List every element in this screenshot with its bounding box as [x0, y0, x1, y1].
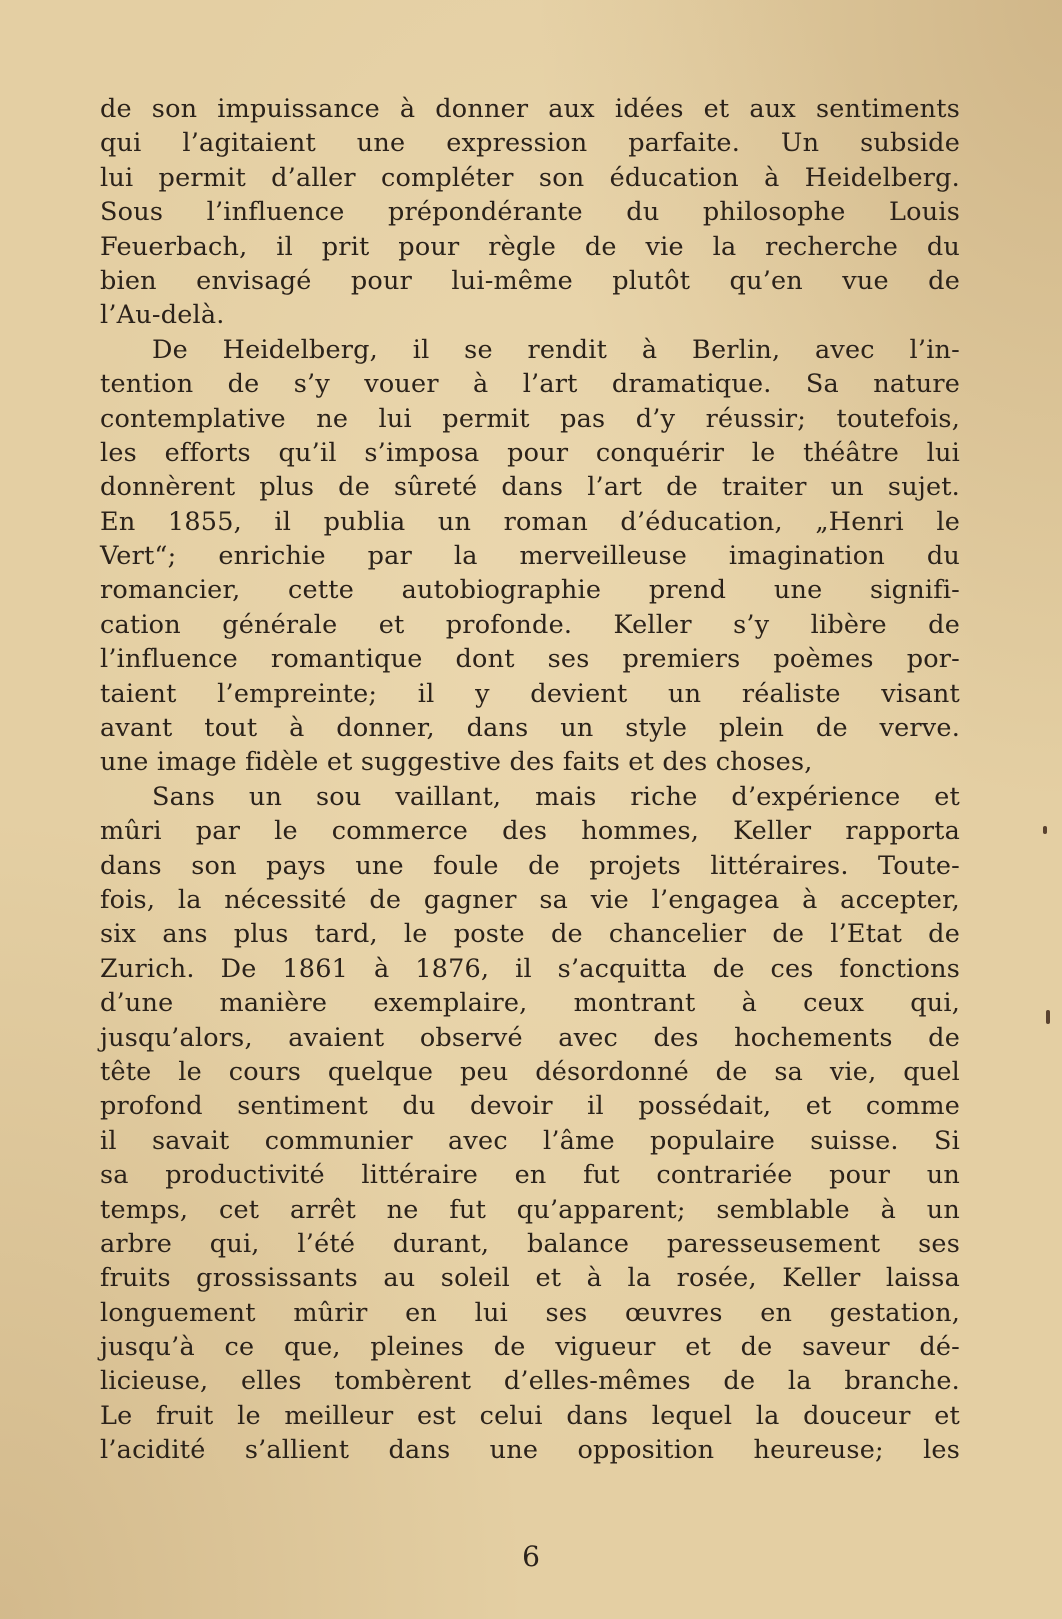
- text-line: longuement mûrir en lui ses œuvres en gestation,: [100, 1297, 960, 1328]
- body-text: [100, 92, 960, 1468]
- text-line: jusqu’à ce que, pleines de vigueur et de saveur dé-: [100, 1332, 960, 1363]
- text-line: fois, la nécessité de gagner sa vie l’engagea à accepter,: [100, 884, 960, 915]
- page-number: 6: [522, 1540, 540, 1573]
- text-line: Vert“; enrichie par la merveilleuse imagination du: [100, 541, 960, 572]
- text-line: temps, cet arrêt ne fut qu’apparent; semblable à un: [100, 1194, 960, 1225]
- text-line: il savait communier avec l’âme populaire suisse. Si: [100, 1125, 960, 1156]
- text-line: Sous l’influence prépondérante du philosophe Louis: [100, 197, 960, 228]
- text-line: lui permit d’aller compléter son éducation à Heidelberg.: [100, 162, 960, 193]
- text-line: fruits grossissants au soleil et à la rosée, Keller laissa: [100, 1263, 960, 1294]
- text-line: mûri par le commerce des hommes, Keller rapporta: [100, 816, 960, 847]
- text-line: l’acidité s’allient dans une opposition heureuse; les: [100, 1435, 960, 1466]
- margin-speck: [1046, 1010, 1050, 1024]
- text-line: six ans plus tard, le poste de chancelier de l’Etat de: [100, 919, 960, 950]
- text-line: avant tout à donner, dans un style plein de verve.: [100, 713, 960, 744]
- text-line: En 1855, il publia un roman d’éducation, „Henri le: [100, 506, 960, 537]
- text-line: les efforts qu’il s’imposa pour conquérir le théâtre lui: [100, 437, 960, 468]
- text-line: Feuerbach, il prit pour règle de vie la recherche du: [100, 231, 960, 262]
- text-line: sa productivité littéraire en fut contrariée pour un: [100, 1160, 960, 1191]
- text-line: contemplative ne lui permit pas d’y réussir; toutefois,: [100, 403, 960, 434]
- text-line: cation générale et profonde. Keller s’y libère de: [100, 609, 960, 640]
- text-line: dans son pays une foule de projets littéraires. Toute-: [100, 850, 960, 881]
- text-line: tête le cours quelque peu désordonné de sa vie, quel: [100, 1056, 960, 1087]
- margin-speck: [1043, 826, 1047, 834]
- text-line: jusqu’alors, avaient observé avec des hochements de: [100, 1022, 960, 1053]
- text-line: profond sentiment du devoir il possédait, et comme: [100, 1091, 960, 1122]
- text-line: De Heidelberg, il se rendit à Berlin, avec l’in-: [152, 334, 960, 365]
- text-line: licieuse, elles tombèrent d’elles-mêmes de la branche.: [100, 1366, 960, 1397]
- text-line: l’influence romantique dont ses premiers poèmes por-: [100, 644, 960, 675]
- text-line: bien envisagé pour lui-même plutôt qu’en vue de: [100, 265, 960, 296]
- text-line: une image fidèle et suggestive des faits et des choses,: [100, 747, 813, 778]
- text-line: Zurich. De 1861 à 1876, il s’acquitta de ces fonctions: [100, 953, 960, 984]
- text-line: qui l’agitaient une expression parfaite. Un subside: [100, 128, 960, 159]
- text-line: Le fruit le meilleur est celui dans lequel la douceur et: [100, 1400, 960, 1431]
- text-line: arbre qui, l’été durant, balance paresseusement ses: [100, 1228, 960, 1259]
- text-line: Sans un sou vaillant, mais riche d’expérience et: [152, 781, 960, 812]
- text-line: taient l’empreinte; il y devient un réaliste visant: [100, 678, 960, 709]
- text-line: tention de s’y vouer à l’art dramatique. Sa nature: [100, 369, 960, 400]
- text-line: de son impuissance à donner aux idées et aux sentiments: [100, 94, 960, 124]
- text-line: d’une manière exemplaire, montrant à ceux qui,: [100, 988, 960, 1019]
- text-line: donnèrent plus de sûreté dans l’art de traiter un sujet.: [100, 472, 960, 503]
- text-line: romancier, cette autobiographie prend une signifi-: [100, 575, 960, 606]
- text-line: l’Au-delà.: [100, 300, 225, 331]
